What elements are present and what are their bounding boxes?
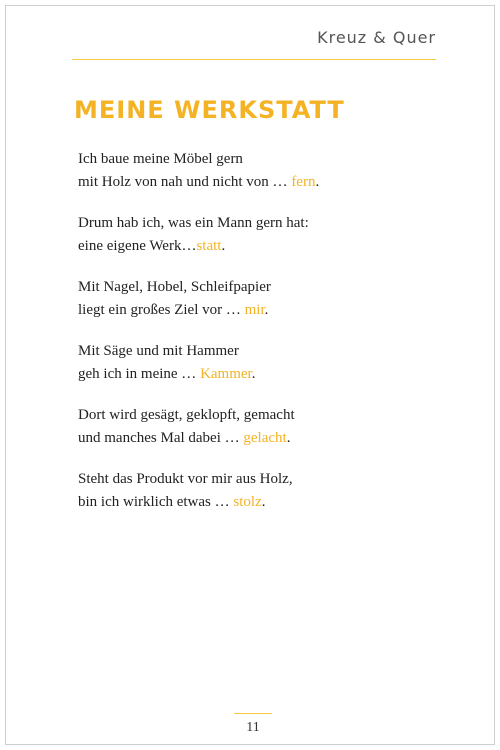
line-text: Mit Säge und mit Hammer <box>78 343 239 359</box>
line-text: eine eigene Werk… <box>78 238 197 254</box>
poem-line <box>78 299 438 322</box>
line-text: bin ich wirklich etwas … <box>78 494 234 510</box>
poem-line <box>78 427 438 450</box>
line-text: mit Holz von nah und nicht von … <box>78 174 292 190</box>
stanza <box>78 212 438 258</box>
poem-line <box>78 340 438 363</box>
rhyme-word: mir <box>244 302 265 318</box>
rhyme-word: gelacht <box>243 430 287 446</box>
line-text: Ich baue meine Möbel gern <box>78 151 243 167</box>
line-end: . <box>221 238 226 254</box>
page-number: 11 <box>246 720 260 735</box>
poem-line <box>78 235 438 258</box>
rhyme-word: statt <box>196 238 222 254</box>
poem-line <box>78 148 438 171</box>
line-end: . <box>261 494 266 510</box>
line-end: . <box>286 430 291 446</box>
line-text: Steht das Produkt vor mir aus Holz, <box>78 471 293 487</box>
poem-line <box>78 468 438 491</box>
poem-line <box>78 363 438 386</box>
stanza <box>78 404 438 450</box>
footer-rule <box>234 713 272 714</box>
stanza <box>78 468 438 514</box>
poem-line <box>78 404 438 427</box>
header-rule <box>72 59 436 60</box>
poem-line <box>78 212 438 235</box>
line-text: Mit Nagel, Hobel, Schleifpapier <box>78 279 271 295</box>
rhyme-word: fern <box>291 174 316 190</box>
line-end: . <box>315 174 320 190</box>
book-page <box>5 5 495 745</box>
page-title: MEINE WERKSTATT <box>74 96 345 124</box>
poem-line <box>78 276 438 299</box>
running-header: Kreuz & Quer <box>317 28 436 47</box>
line-end: . <box>251 366 256 382</box>
poem-line <box>78 491 438 514</box>
rhyme-word: Kammer <box>200 366 252 382</box>
stanza <box>78 148 438 194</box>
rhyme-word: stolz <box>233 494 262 510</box>
line-text: Drum hab ich, was ein Mann gern hat: <box>78 215 309 231</box>
stanza <box>78 340 438 386</box>
stanza <box>78 276 438 322</box>
poem-line <box>78 171 438 194</box>
line-end: . <box>264 302 269 318</box>
line-text: Dort wird gesägt, geklopft, gemacht <box>78 407 295 423</box>
line-text: geh ich in meine … <box>78 366 201 382</box>
line-text: liegt ein großes Ziel vor … <box>78 302 245 318</box>
poem <box>78 148 438 532</box>
line-text: und manches Mal dabei … <box>78 430 244 446</box>
